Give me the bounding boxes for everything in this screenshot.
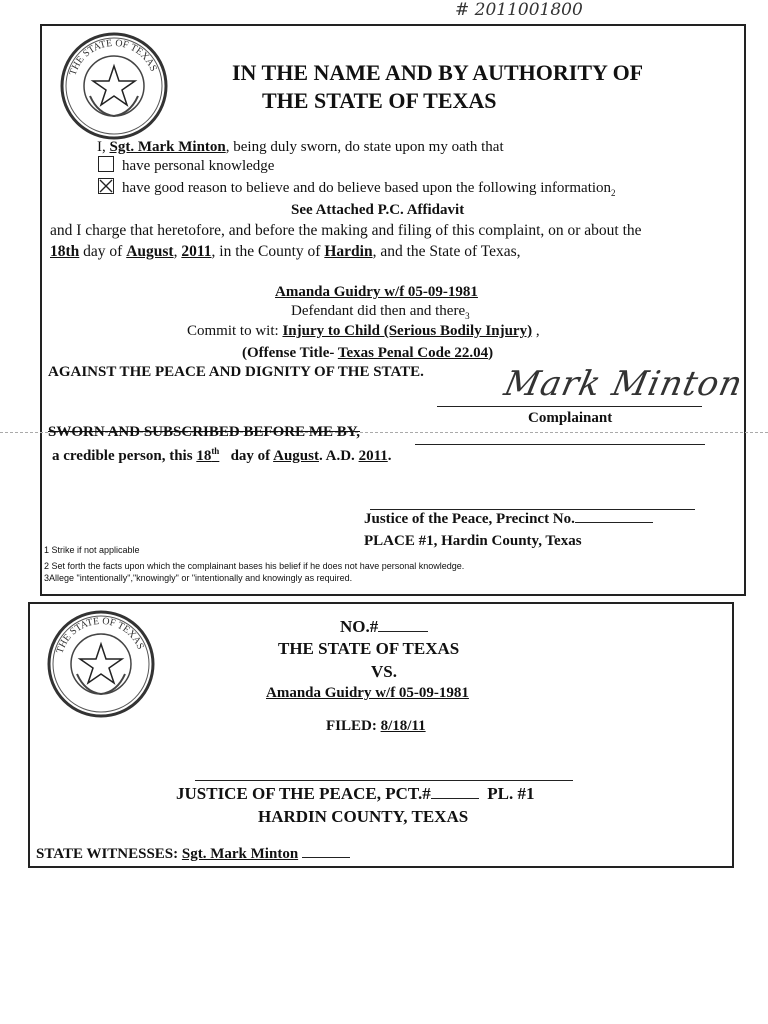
footnote-3: 3Allege "intentionally","knowingly" or "intentionally and knowingly as required. [44,573,353,583]
offense-title-prefix: (Offense Title- [242,345,335,361]
cover-court: JUSTICE OF THE PEACE, PCT.# PL. #1 [176,784,535,803]
checkbox-personal-knowledge[interactable] [98,156,114,172]
against-peace: AGAINST THE PEACE AND DIGNITY OF THE STATE. [48,364,424,380]
state-text: , and the State of Texas, [372,243,521,260]
texas-seal-icon-cover [45,608,157,720]
option-personal-knowledge [98,156,274,175]
commit-prefix: Commit to wit: [187,323,279,339]
justice-label: Justice of the Peace, Precinct No. [364,511,653,528]
heading-line1: IN THE NAME AND BY AUTHORITY OF [232,60,644,85]
oath-line [97,139,504,156]
offense-title-line: (Offense Title- Texas Penal Code 22.04) [242,345,494,361]
credible-line: a credible person, this 18th day of August. A.D. 2011. [52,446,392,464]
footnote-1: 1 Strike if not applicable [44,545,140,555]
sworn-day: 18th [196,446,220,464]
cover-filed: FILED: 8/18/11 [326,718,426,734]
defendant-footnote: 3 [465,311,470,321]
offense-name: Injury to Child (Serious Bodily Injury) [282,323,533,339]
cover-defendant: Amanda Guidry w/f 05-09-1981 [266,685,469,701]
cover-county: HARDIN COUNTY, TEXAS [258,807,469,826]
offense-month: August [126,243,174,260]
place-label: PLACE #1, Hardin County, Texas [364,533,582,549]
oath-suffix: , being duly sworn, do state upon my oath that [225,139,504,155]
sworn-day-of: day of [230,448,271,464]
penal-code: Texas Penal Code 22.04 [337,345,489,361]
defendant-name: Amanda Guidry w/f 05-09-1981 [275,284,478,300]
officer-name: Sgt. Mark Minton [109,139,226,155]
court-line [195,780,573,781]
county-name: Hardin [324,243,373,260]
sworn-subscribed: SWORN AND SUBSCRIBED BEFORE ME BY, [48,424,361,440]
sworn-year: 2011 [358,448,388,464]
file-number: # 2011001800 [455,0,583,20]
day-of: day of [83,243,123,260]
cover-vs: VS. [371,662,397,681]
charge-line1: and I charge that heretofore, and before the making and filing of this complaint, on or about the [50,222,642,239]
option1-label: have personal knowledge [122,158,275,174]
charge-line2: 18th day of August, 2011, in the County of Hardin, and the State of Texas, [50,243,521,260]
seal-text: THE STATE OF TEXAS [67,37,159,78]
seal-text-cover: THE STATE OF TEXAS [54,615,146,656]
offense-day: 18th [50,243,80,260]
see-attached: See Attached P.C. Affidavit [291,202,465,218]
defendant-did-text: Defendant did then and there [291,303,466,319]
county-text: , in the County of [211,243,321,260]
sworn-line [415,444,705,445]
ad-text: . A.D. [318,448,355,464]
option2-footnote: 2 [611,188,616,198]
cover-state: THE STATE OF TEXAS [278,639,460,658]
option-good-reason [98,178,616,198]
commit-line: Commit to wit: Injury to Child (Serious Bodily Injury) , [187,323,540,339]
texas-seal-icon [58,30,170,142]
complainant-label: Complainant [528,410,613,426]
oath-prefix: I, [97,139,106,155]
offense-year: 2011 [181,243,212,260]
credible-prefix: a credible person, this [52,448,193,464]
state-witnesses: STATE WITNESSES: Sgt. Mark Minton [36,846,350,863]
sworn-month: August [273,448,319,464]
footnote-2: 2 Set forth the facts upon which the complainant bases his belief if he does not have personal knowledge. [44,561,465,571]
signature-line [437,406,702,407]
justice-signature-line [370,509,695,510]
checkbox-good-reason[interactable] [98,178,114,194]
option2-label: have good reason to believe and do believe based upon the following information [122,180,612,196]
complainant-signature: Mark Minton [500,364,747,404]
cover-no: NO.# [340,617,428,637]
defendant-did [291,303,470,321]
heading-line2: THE STATE OF TEXAS [262,88,497,113]
